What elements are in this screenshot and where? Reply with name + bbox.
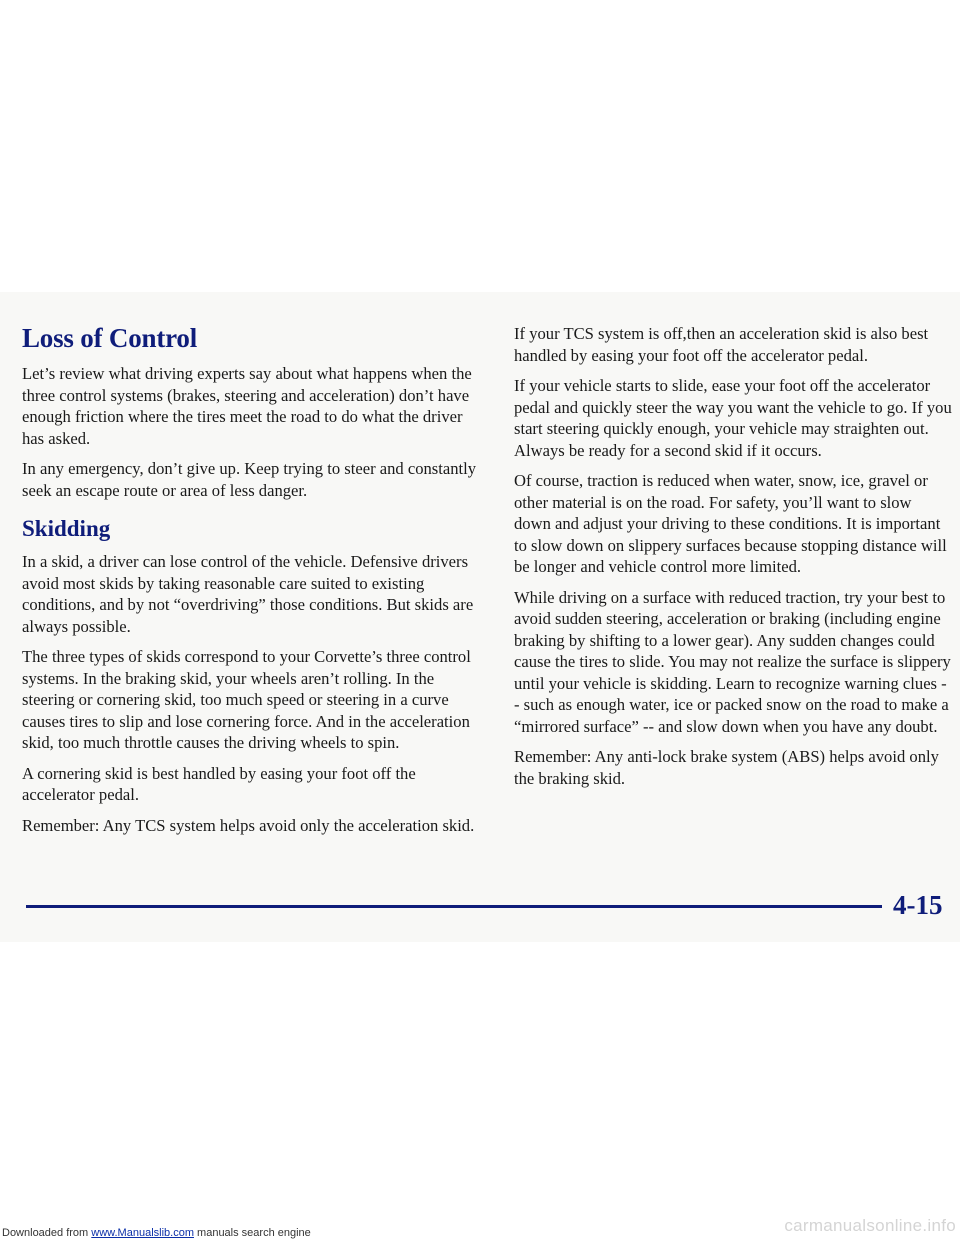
heading-skidding: Skidding (22, 516, 111, 541)
download-footer (2, 1227, 311, 1239)
footer-rule (26, 905, 882, 908)
paragraph-emergency: In any emergency, don’t give up. Keep trying to steer and constantly seek an escape route or area of less danger. (22, 459, 477, 500)
footer-prefix: Downloaded from (2, 1227, 92, 1239)
heading-loss-of-control: Loss of Control (22, 323, 198, 353)
paragraph-tcs-off: If your TCS system is off,then an acceleration skid is also best handled by easing your foot off the accelerator pedal. (514, 324, 929, 365)
left-column (22, 323, 484, 845)
paragraph-abs-remember: Remember: Any anti-lock brake system (ABS) helps avoid only the braking skid. (514, 747, 939, 788)
paragraph-skid-intro: In a skid, a driver can lose control of the vehicle. Defensive drivers avoid most skids by taking reasonable care suited to existing conditions, and by not “overdriving” those conditions. But skids are always possible. (22, 552, 474, 636)
paragraph-cornering-skid: A cornering skid is best handled by easing your foot off the accelerator pedal. (22, 763, 416, 804)
paragraph-loss-intro: Let’s review what driving experts say about what happens when the three control systems (brakes, steering and acceleration) don’t have enough friction where the tires meet the road to do what the driver has asked. (22, 364, 472, 448)
footer-suffix: manuals search engine (193, 1227, 311, 1239)
watermark: carmanualsonline.info (784, 1216, 956, 1235)
right-column (514, 323, 952, 798)
paragraph-reduced-traction: While driving on a surface with reduced traction, try your best to avoid sudden steering, acceleration or braking (including engine braking by shifting to a lower gear). Any sudden changes could cause the tires to slide. You may not realize the surface is slippery until your vehicle is skidding. Learn to recognize warning clues -- such as enough water, ice or packed snow on the road to make a “mirrored surface” -- and slow down when you have any doubt. (514, 587, 951, 736)
manualslib-link[interactable]: www.Manualslib.com (91, 1227, 194, 1239)
page-number: 4-15 (893, 890, 943, 920)
paragraph-vehicle-slide: If your vehicle starts to slide, ease your foot off the accelerator pedal and quickly steer the way you want the vehicle to go. If you start steering quickly enough, your vehicle may straighten out. Always be ready for a second skid if it occurs. (514, 376, 952, 460)
paragraph-skid-types: The three types of skids correspond to your Corvette’s three control systems. In the braking skid, your wheels aren’t rolling. In the steering or cornering skid, too much speed or steering in a curve causes tires to slip and lose cornering force. And in the acceleration skid, too much throttle causes the driving wheels to spin. (22, 647, 471, 752)
paragraph-traction: Of course, traction is reduced when water, snow, ice, gravel or other material is on the road. For safety, you’ll want to slow down and adjust your driving to these conditions. It is important to slow down on slippery surfaces because stopping distance will be longer and vehicle control more limited. (514, 471, 947, 576)
paragraph-tcs-remember: Remember: Any TCS system helps avoid only the acceleration skid. (22, 815, 475, 835)
